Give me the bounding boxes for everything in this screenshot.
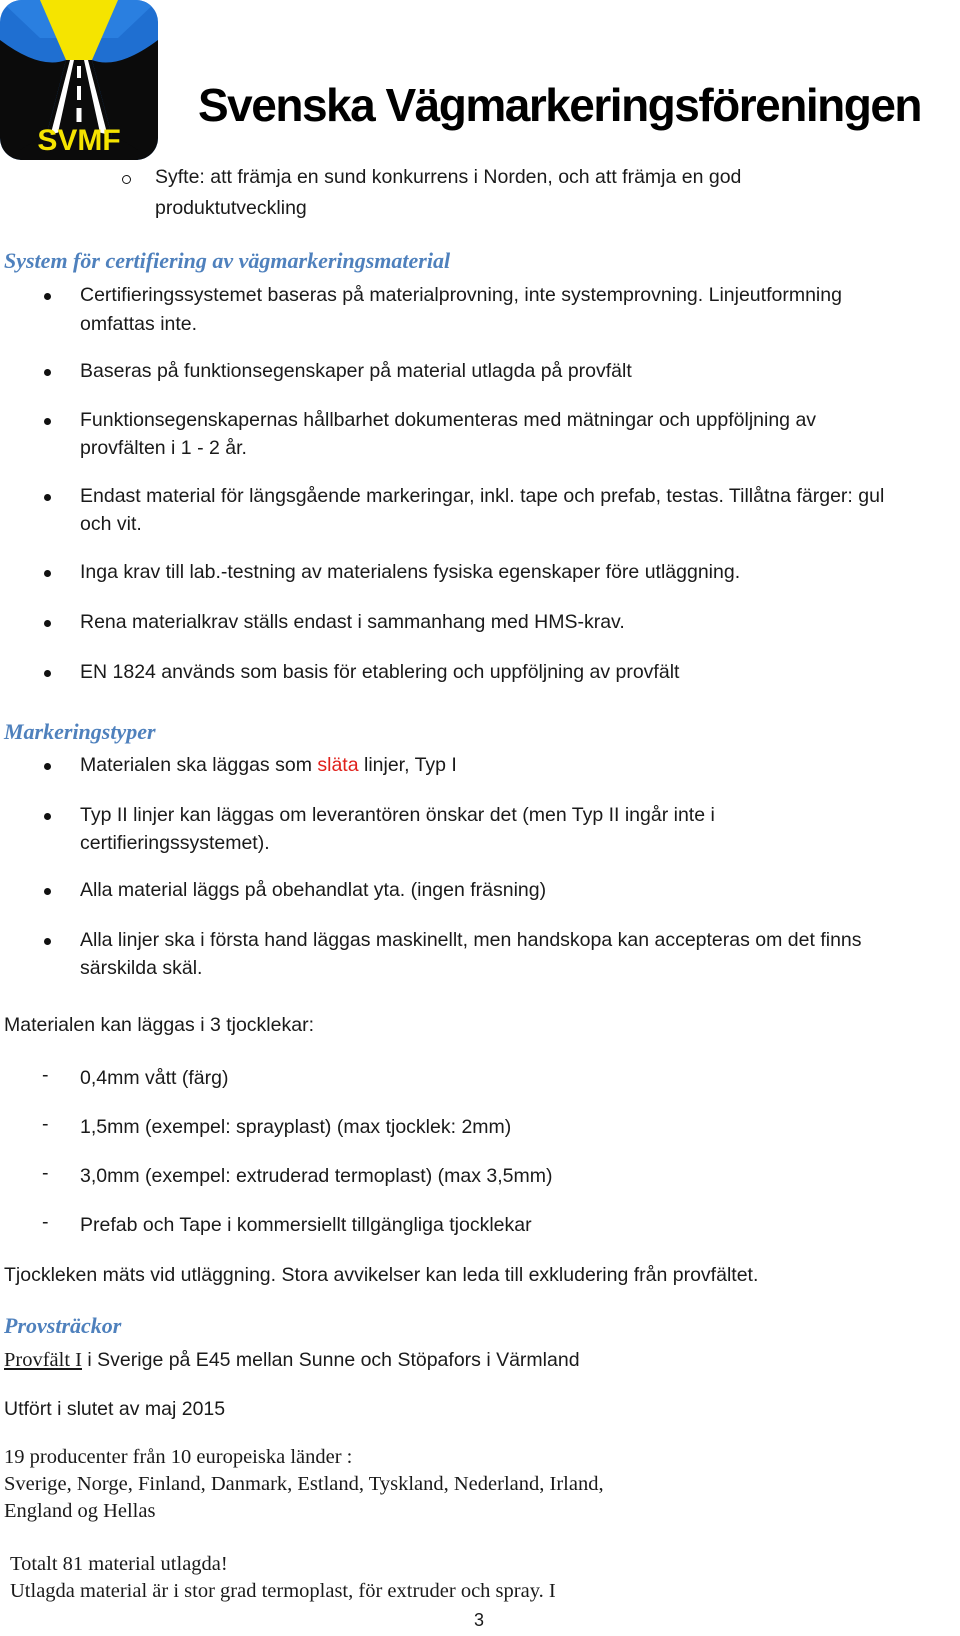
thickness-outro: Tjockleken mäts vid utläggning. Stora avvikelser kan leda till exkludering från provfältet. (4, 1264, 759, 1286)
bullet-icon (44, 813, 51, 820)
bullet-icon (44, 369, 51, 376)
types-item-4-line-2: särskilda skäl. (80, 957, 203, 979)
test-line-4: Sverige, Norge, Finland, Danmark, Estland, Tyskland, Nederland, Irland, (4, 1473, 604, 1495)
cert-item-7: EN 1824 används som basis för etablering och uppföljning av provfält (80, 661, 680, 683)
provfalt-link[interactable]: Provfält I (4, 1349, 82, 1371)
thickness-item-2: 1,5mm (exempel: sprayplast) (max tjocklek: 2mm) (80, 1116, 512, 1138)
test-line-2: Utfört i slutet av maj 2015 (4, 1398, 226, 1420)
test-line-1: Provfält I i Sverige på E45 mellan Sunne och Stöpafors i Värmland (4, 1349, 580, 1371)
thickness-item-4: Prefab och Tape i kommersiellt tillgängliga tjocklekar (80, 1214, 532, 1236)
org-name: Svenska Vägmarkeringsföreningen (198, 79, 922, 131)
bullet-icon (44, 888, 51, 895)
types-item-1: Materialen ska läggas som släta linjer, Typ I (80, 754, 457, 776)
svmf-logo (0, 0, 158, 160)
heading-test-sections: Provsträckor (4, 1313, 122, 1338)
bullet-icon (44, 494, 51, 501)
intro-line-1: Syfte: att främja en sund konkurrens i Norden, och att främja en god (155, 166, 742, 188)
dash-marker: - (42, 1211, 49, 1233)
thickness-item-3: 3,0mm (exempel: extruderad termoplast) (max 3,5mm) (80, 1165, 553, 1187)
page-number: 3 (474, 1610, 485, 1630)
dash-marker: - (42, 1162, 49, 1184)
thickness-item-1: 0,4mm vått (färg) (80, 1067, 229, 1089)
bullet-icon (44, 293, 51, 300)
types-item-2-line-2: certifieringssystemet). (80, 832, 270, 854)
circle-bullet-icon (122, 175, 131, 184)
cert-item-5: Inga krav till lab.-testning av materialens fysiska egenskaper före utläggning. (80, 561, 741, 583)
dash-marker: - (42, 1064, 49, 1086)
types-item-4-line-1: Alla linjer ska i första hand läggas maskinellt, men handskopa kan accepteras om det finns (80, 929, 862, 951)
cert-item-2: Baseras på funktionsegenskaper på material utlagda på provfält (80, 360, 632, 382)
bullet-icon (44, 938, 51, 945)
bullet-icon (44, 620, 51, 627)
dash-marker: - (42, 1113, 49, 1135)
heading-marking-types: Markeringstyper (4, 719, 156, 744)
cert-item-1-line-2: omfattas inte. (80, 313, 198, 335)
test-line-7: Utlagda material är i stor grad termoplast, för extruder och spray. I (10, 1580, 556, 1602)
test-line-5: England og Hellas (4, 1500, 156, 1522)
bullet-icon (44, 670, 51, 677)
heading-certification: System för certifiering av vägmarkeringsmaterial (4, 248, 451, 273)
highlight-text: släta (317, 754, 359, 776)
intro-line-2: produktutveckling (155, 197, 307, 219)
cert-item-4-line-1: Endast material för längsgående markeringar, inkl. tape och prefab, testas. Tillåtna färger: gul (80, 485, 885, 507)
cert-item-6: Rena materialkrav ställs endast i sammanhang med HMS-krav. (80, 611, 625, 633)
bullet-icon (44, 570, 51, 577)
types-item-2-line-1: Typ II linjer kan läggas om leverantören önskar det (men Typ II ingår inte i (80, 804, 715, 826)
cert-item-1-line-1: Certifieringssystemet baseras på materialprovning, inte systemprovning. Linjeutformning (80, 284, 842, 306)
thickness-intro: Materialen kan läggas i 3 tjocklekar: (4, 1014, 314, 1036)
bullet-icon (44, 418, 51, 425)
types-item-3: Alla material läggs på obehandlat yta. (ingen fräsning) (80, 879, 547, 901)
test-line-6: Totalt 81 material utlagda! (10, 1553, 228, 1575)
svg-text:SVMF: SVMF (37, 124, 121, 157)
cert-item-3-line-1: Funktionsegenskapernas hållbarhet dokumenteras med mätningar och uppföljning av (80, 409, 817, 431)
test-line-3: 19 producenter från 10 europeiska länder : (4, 1446, 353, 1468)
road-logo-icon (0, 0, 158, 160)
cert-item-3-line-2: provfälten i 1 - 2 år. (80, 437, 247, 459)
cert-item-4-line-2: och vit. (80, 513, 142, 535)
bullet-icon (44, 763, 51, 770)
